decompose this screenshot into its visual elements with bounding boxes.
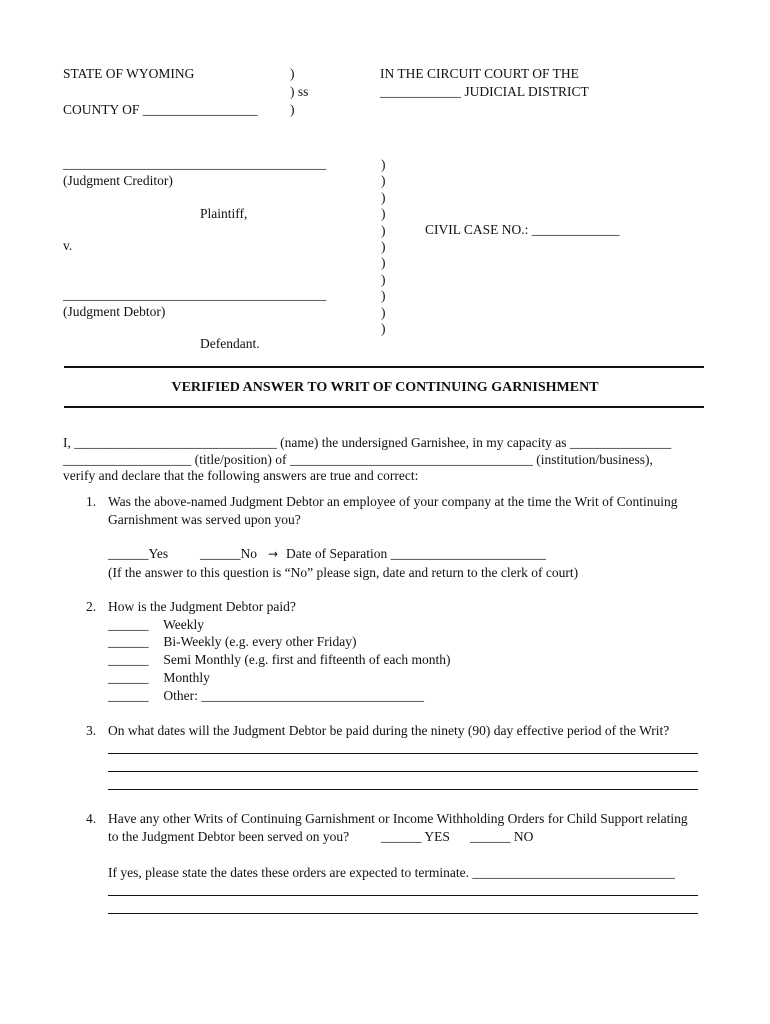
pay-option-biweekly[interactable]: ______ Bi-Weekly (e.g. every other Friday) (108, 634, 357, 649)
bracket: ) (381, 255, 386, 271)
creditor-label: (Judgment Creditor) (63, 173, 173, 188)
pay-option-monthly[interactable]: ______ Monthly (108, 670, 210, 685)
bracket: ) (381, 157, 386, 172)
arrow-right-icon: → (268, 547, 279, 561)
plaintiff-label: Plaintiff, (200, 206, 248, 221)
debtor-label: (Judgment Debtor) (63, 304, 166, 319)
pay-dates-line-2[interactable] (108, 771, 698, 772)
bracket: ) (381, 288, 386, 304)
separation-date-field[interactable]: Date of Separation _______________________ (286, 546, 546, 561)
pay-option-weekly[interactable]: ______ Weekly (108, 617, 205, 632)
bracket: ) (381, 271, 386, 287)
termination-dates-field[interactable]: If yes, please state the dates these orders are expected to terminate. ______________________________ (108, 865, 675, 880)
garnishee-intro-line3: verify and declare that the following answers are true and correct: (63, 468, 419, 483)
q1-no-field[interactable]: ______No (200, 546, 257, 561)
question-4-text-cont: to the Judgment Debtor been served on you? (108, 829, 350, 844)
county-field[interactable]: COUNTY OF _________________ (63, 102, 258, 117)
question-2-text: How is the Judgment Debtor paid? (108, 599, 296, 614)
question-3-text: On what dates will the Judgment Debtor be paid during the ninety (90) day effective period of the Writ? (108, 723, 670, 738)
question-1-text-cont: Garnishment was served upon you? (108, 512, 301, 527)
document-title: VERIFIED ANSWER TO WRIT OF CONTINUING GARNISHMENT (171, 380, 599, 395)
question-number: 2. (86, 599, 97, 614)
termination-dates-line-2[interactable] (108, 895, 698, 896)
court-heading: IN THE CIRCUIT COURT OF THE (380, 66, 579, 81)
q4-no-field[interactable]: ______ NO (470, 829, 534, 844)
defendant-label: Defendant. (200, 336, 260, 351)
caption-bracket-column (381, 157, 386, 337)
question-number: 1. (86, 494, 97, 509)
question-4-text: Have any other Writs of Continuing Garnishment or Income Withholding Orders for Child Support relating (108, 811, 688, 826)
pay-option-semimonthly[interactable]: ______ Semi Monthly (e.g. first and fifteenth of each month) (108, 652, 451, 667)
bracket: ) (381, 222, 386, 238)
bracket: ) (381, 304, 386, 320)
pay-dates-line-1[interactable] (108, 753, 698, 754)
question-1-text: Was the above-named Judgment Debtor an employee of your company at the time the Writ of Continuing (108, 494, 678, 509)
ss-bracket-bottom: ) (290, 102, 295, 117)
state-label: STATE OF WYOMING (63, 66, 195, 81)
question-number: 3. (86, 723, 97, 738)
civil-case-number-field[interactable]: CIVIL CASE NO.: _____________ (425, 222, 620, 237)
title-rule-bottom (64, 406, 704, 408)
pay-dates-line-3[interactable] (108, 789, 698, 790)
title-rule-top (64, 366, 704, 368)
question-number: 4. (86, 811, 97, 826)
garnishee-intro-line2[interactable]: ___________________ (title/position) of ____________________________________ (institution/business), (63, 452, 653, 467)
q1-yes-field[interactable]: ______Yes (108, 546, 169, 561)
bracket: ) (381, 189, 386, 205)
versus-label: v. (63, 238, 73, 253)
bracket: ) (381, 206, 386, 222)
creditor-name-field[interactable]: _______________________________________ (63, 156, 327, 171)
debtor-name-field[interactable]: _______________________________________ (63, 287, 327, 302)
pay-option-other[interactable]: ______ Other: _________________________________ (108, 688, 424, 703)
q1-instruction-note: (If the answer to this question is “No” please sign, date and return to the clerk of court) (108, 565, 579, 580)
bracket: ) (381, 173, 386, 189)
q4-yes-field[interactable]: ______ YES (381, 829, 450, 844)
ss-bracket-mid: ) ss (290, 84, 309, 99)
ss-bracket-top: ) (290, 66, 295, 81)
bracket: ) (381, 239, 386, 255)
judicial-district-field[interactable]: ____________ JUDICIAL DISTRICT (380, 84, 589, 99)
garnishee-intro-line1[interactable]: I, ______________________________ (name) the undersigned Garnishee, in my capacity as _______________ (63, 435, 672, 450)
bracket: ) (381, 321, 386, 337)
termination-dates-line-3[interactable] (108, 913, 698, 914)
